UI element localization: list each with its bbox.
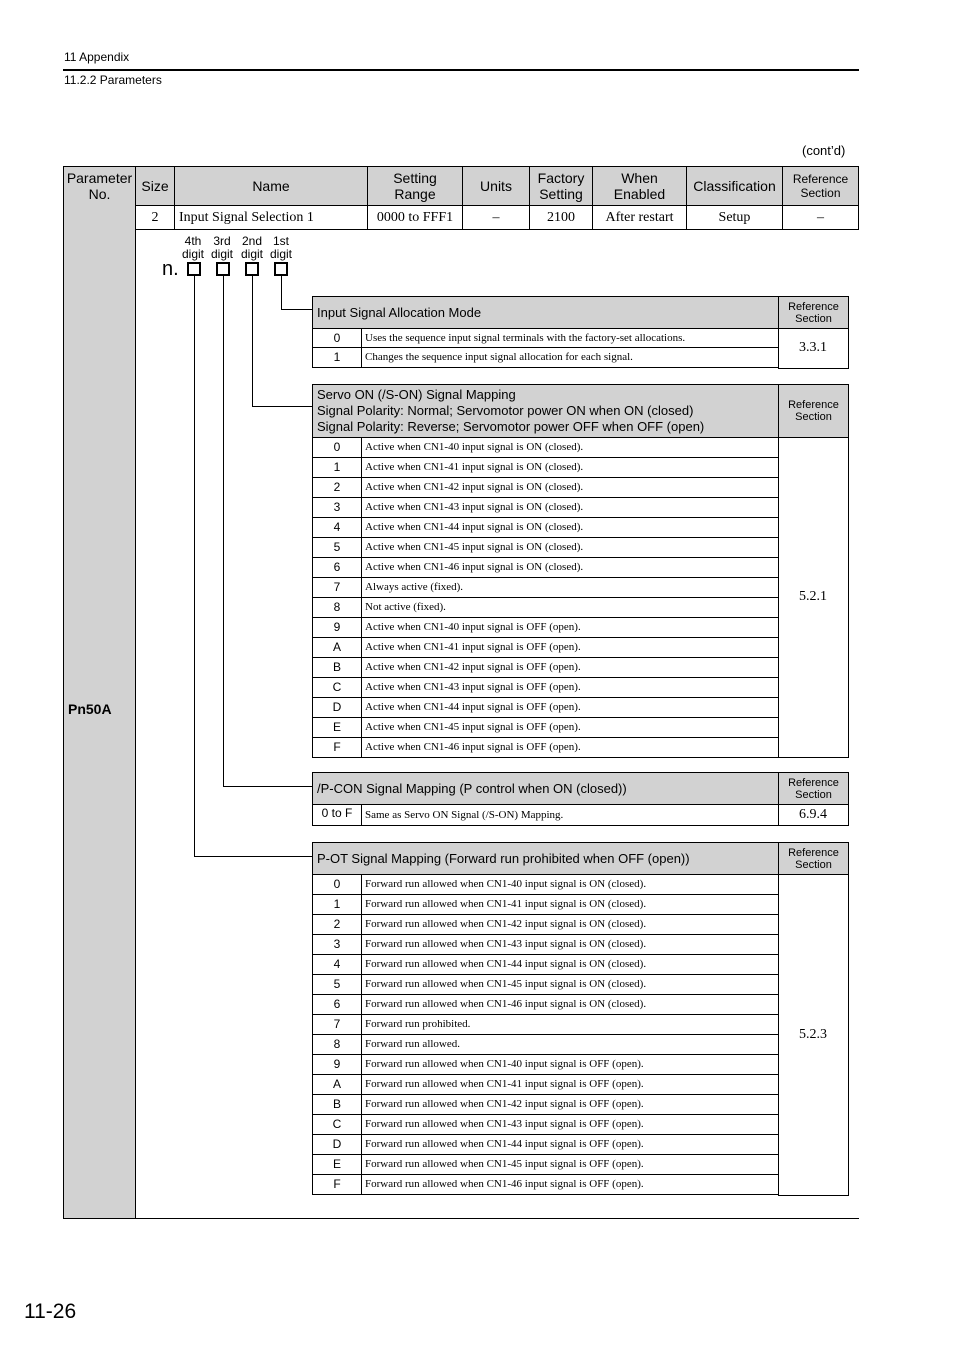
- subtable-pot-value: 9: [312, 1054, 362, 1075]
- col-header-size: Size: [135, 166, 175, 206]
- subtable-pot-desc: Forward run allowed when CN1-42 input signal is OFF (open).: [361, 1094, 779, 1115]
- subtable-servo-on-desc: Active when CN1-46 input signal is ON (closed).: [361, 557, 779, 578]
- subtable-servo-on-value: C: [312, 677, 362, 698]
- col-header-factory-setting-line1: Factory: [537, 170, 585, 186]
- subtable-pot-value: A: [312, 1074, 362, 1095]
- subtable-servo-on-value: B: [312, 657, 362, 678]
- subtable-servo-on-title-line3: Signal Polarity: Reverse; Servomotor power OFF when OFF (open): [317, 419, 705, 434]
- param-units: –: [462, 205, 530, 230]
- subtable-servo-on-ref-header: [778, 384, 849, 438]
- param-classification: Setup: [686, 205, 783, 230]
- subtable-servo-on-desc: Not active (fixed).: [361, 597, 779, 618]
- subtable-pot-value: B: [312, 1094, 362, 1115]
- subtable-servo-on-desc: Active when CN1-41 input signal is ON (closed).: [361, 457, 779, 478]
- section-title: 11.2.2 Parameters: [64, 73, 162, 87]
- subtable-pot-desc: Forward run allowed when CN1-40 input signal is OFF (open).: [361, 1054, 779, 1075]
- ref-header-line1: Reference: [788, 846, 839, 859]
- subtable-pot-value: 0: [312, 874, 362, 895]
- digit-label-4th-line2: digit: [181, 247, 204, 261]
- col-header-setting-range-line1: Setting: [393, 170, 437, 186]
- param-when-enabled: After restart: [592, 205, 687, 230]
- subtable-servo-on-desc: Active when CN1-45 input signal is ON (closed).: [361, 537, 779, 558]
- col-header-factory-setting: [529, 166, 593, 206]
- ref-header-line1: Reference: [788, 399, 839, 411]
- subtable-pcon-title-text: /P-CON Signal Mapping (P control when ON (closed)): [317, 780, 627, 796]
- subtable-pot-value: 8: [312, 1034, 362, 1055]
- subtable-servo-on-desc: Active when CN1-42 input signal is OFF (open).: [361, 657, 779, 678]
- subtable-servo-on-value: F: [312, 737, 362, 758]
- subtable-servo-on-ref: 5.2.1: [778, 437, 849, 758]
- header-rule: [63, 69, 859, 71]
- digit-label-1st: [267, 235, 295, 261]
- subtable-pot-value: F: [312, 1174, 362, 1195]
- continued-label: (cont’d): [802, 143, 846, 158]
- subtable-pot-value: 1: [312, 894, 362, 915]
- subtable-servo-on-value: 0: [312, 437, 362, 458]
- subtable-servo-on-desc: Active when CN1-46 input signal is OFF (open).: [361, 737, 779, 758]
- subtable-servo-on-title-line2: Signal Polarity: Normal; Servomotor power ON when ON (closed): [317, 403, 694, 418]
- subtable-pot-desc: Forward run allowed when CN1-46 input signal is OFF (open).: [361, 1174, 779, 1195]
- subtable-pot-ref-header: [778, 842, 849, 875]
- subtable-servo-on-title-line1: Servo ON (/S-ON) Signal Mapping: [317, 387, 516, 402]
- col-header-classification: Classification: [686, 166, 783, 206]
- col-header-param-no-line1: Parameter: [66, 170, 133, 186]
- subtable-pot-value: 7: [312, 1014, 362, 1035]
- digit-label-4th-line1: 4th: [184, 234, 202, 248]
- subtable-allocation-title: [312, 296, 779, 329]
- subtable-pot-desc: Forward run allowed when CN1-45 input signal is ON (closed).: [361, 974, 779, 995]
- ref-header-line2: Section: [795, 788, 832, 801]
- subtable-pot-desc: Forward run allowed when CN1-44 input signal is OFF (open).: [361, 1134, 779, 1155]
- col-header-reference-section-line1: Reference: [792, 172, 849, 186]
- ref-header-line1: Reference: [788, 776, 839, 789]
- subtable-servo-on-value: 9: [312, 617, 362, 638]
- col-header-param-no-line2: No.: [88, 186, 111, 202]
- digit-label-1st-line1: 1st: [272, 234, 289, 248]
- digit-box-3rd: [216, 262, 230, 276]
- subtable-pot-desc: Forward run allowed.: [361, 1034, 779, 1055]
- digit-prefix: n.: [162, 258, 179, 280]
- digit-label-3rd-line1: 3rd: [213, 234, 231, 248]
- subtable-pot-value: E: [312, 1154, 362, 1175]
- subtable-servo-on-desc: Active when CN1-42 input signal is ON (closed).: [361, 477, 779, 498]
- col-header-param-no: [63, 166, 136, 206]
- subtable-servo-on-value: D: [312, 697, 362, 718]
- subtable-servo-on-desc: Active when CN1-40 input signal is ON (closed).: [361, 437, 779, 458]
- subtable-allocation-ref-header: [778, 296, 849, 329]
- param-no-value: Pn50A: [68, 701, 112, 717]
- digit-label-2nd-line1: 2nd: [241, 234, 263, 248]
- subtable-pot-desc: Forward run allowed when CN1-45 input signal is OFF (open).: [361, 1154, 779, 1175]
- subtable-servo-on-value: 7: [312, 577, 362, 598]
- col-header-name: Name: [174, 166, 368, 206]
- col-header-when-enabled: [592, 166, 687, 206]
- subtable-pcon-title: [312, 772, 779, 805]
- subtable-allocation-title-text: Input Signal Allocation Mode: [317, 304, 482, 320]
- param-setting-range: 0000 to FFF1: [367, 205, 463, 230]
- subtable-pot-value: 2: [312, 914, 362, 935]
- subtable-allocation-ref: 3.3.1: [778, 328, 849, 369]
- subtable-servo-on-value: 5: [312, 537, 362, 558]
- subtable-servo-on-value: 4: [312, 517, 362, 538]
- subtable-pot-desc: Forward run allowed when CN1-41 input signal is ON (closed).: [361, 894, 779, 915]
- subtable-pot-value: 4: [312, 954, 362, 975]
- subtable-pot-desc: Forward run allowed when CN1-46 input signal is ON (closed).: [361, 994, 779, 1015]
- digit-label-2nd-line2: digit: [240, 247, 263, 261]
- subtable-servo-on-value: 1: [312, 457, 362, 478]
- subtable-pot-ref: 5.2.3: [778, 874, 849, 1196]
- col-header-units: Units: [462, 166, 530, 206]
- subtable-servo-on-desc: Always active (fixed).: [361, 577, 779, 598]
- digit-label-4th: [180, 235, 206, 261]
- subtable-pot-desc: Forward run allowed when CN1-43 input signal is OFF (open).: [361, 1114, 779, 1135]
- col-header-reference-section-line2: Section: [800, 186, 841, 200]
- subtable-servo-on-value: 8: [312, 597, 362, 618]
- connector-2nd-vertical: [252, 276, 253, 407]
- digit-box-1st: [274, 262, 288, 276]
- subtable-servo-on-title: [312, 384, 779, 438]
- digit-label-2nd: [238, 235, 266, 261]
- connector-4th-horizontal: [194, 856, 312, 857]
- subtable-pot-desc: Forward run allowed when CN1-42 input signal is ON (closed).: [361, 914, 779, 935]
- subtable-servo-on-desc: Active when CN1-43 input signal is OFF (open).: [361, 677, 779, 698]
- subtable-servo-on-desc: Active when CN1-44 input signal is ON (closed).: [361, 517, 779, 538]
- ref-header-line2: Section: [795, 312, 832, 325]
- digit-label-1st-line2: digit: [269, 247, 292, 261]
- digit-box-2nd: [245, 262, 259, 276]
- subtable-allocation-value: 1: [312, 347, 362, 368]
- subtable-pot-desc: Forward run prohibited.: [361, 1014, 779, 1035]
- subtable-pot-desc: Forward run allowed when CN1-40 input signal is ON (closed).: [361, 874, 779, 895]
- subtable-pot-title-text: P-OT Signal Mapping (Forward run prohibited when OFF (open)): [317, 850, 690, 866]
- subtable-pot-value: D: [312, 1134, 362, 1155]
- digit-box-4th: [187, 262, 201, 276]
- page-number: 11-26: [24, 1300, 77, 1323]
- subtable-pot-desc: Forward run allowed when CN1-44 input signal is ON (closed).: [361, 954, 779, 975]
- param-size: 2: [135, 205, 175, 230]
- digit-label-3rd-line2: digit: [210, 247, 233, 261]
- subtable-pot-title: [312, 842, 779, 875]
- subtable-pcon-ref-header: [778, 772, 849, 805]
- connector-3rd-horizontal: [223, 786, 312, 787]
- subtable-pot-desc: Forward run allowed when CN1-41 input signal is OFF (open).: [361, 1074, 779, 1095]
- chapter-title: 11 Appendix: [64, 50, 130, 64]
- col-header-setting-range-line2: Range: [394, 186, 436, 202]
- subtable-pot-value: 5: [312, 974, 362, 995]
- subtable-pcon-desc: Same as Servo ON Signal (/S-ON) Mapping.: [361, 804, 779, 826]
- subtable-servo-on-desc: Active when CN1-40 input signal is OFF (open).: [361, 617, 779, 638]
- subtable-servo-on-value: 2: [312, 477, 362, 498]
- param-factory-setting: 2100: [529, 205, 593, 230]
- subtable-allocation-desc: Uses the sequence input signal terminals with the factory-set allocations.: [361, 328, 779, 348]
- subtable-allocation-value: 0: [312, 328, 362, 348]
- param-reference-section: –: [782, 205, 859, 230]
- table-bottom-rule: [63, 1218, 859, 1219]
- param-name: Input Signal Selection 1: [174, 205, 368, 230]
- subtable-pot-desc: Forward run allowed when CN1-43 input signal is ON (closed).: [361, 934, 779, 955]
- ref-header-line2: Section: [795, 411, 832, 423]
- subtable-pot-value: C: [312, 1114, 362, 1135]
- connector-3rd-vertical: [223, 276, 224, 787]
- subtable-servo-on-desc: Active when CN1-43 input signal is ON (closed).: [361, 497, 779, 518]
- digit-label-3rd: [209, 235, 235, 261]
- subtable-allocation-desc: Changes the sequence input signal allocation for each signal.: [361, 347, 779, 368]
- connector-4th-vertical: [194, 276, 195, 857]
- ref-header-line2: Section: [795, 858, 832, 871]
- subtable-servo-on-desc: Active when CN1-41 input signal is OFF (open).: [361, 637, 779, 658]
- connector-1st-vertical: [281, 276, 282, 310]
- col-header-setting-range: [367, 166, 463, 206]
- connector-1st-horizontal: [281, 309, 312, 310]
- ref-header-line1: Reference: [788, 300, 839, 313]
- col-header-factory-setting-line2: Setting: [539, 186, 583, 202]
- col-header-when-enabled-line2: Enabled: [613, 186, 666, 202]
- col-header-when-enabled-line1: When: [621, 170, 658, 186]
- subtable-servo-on-value: E: [312, 717, 362, 738]
- subtable-servo-on-value: 6: [312, 557, 362, 578]
- subtable-pot-value: 6: [312, 994, 362, 1015]
- col-header-reference-section: [782, 166, 859, 206]
- subtable-pot-value: 3: [312, 934, 362, 955]
- subtable-servo-on-desc: Active when CN1-45 input signal is OFF (open).: [361, 717, 779, 738]
- subtable-servo-on-value: 3: [312, 497, 362, 518]
- subtable-pcon-value: 0 to F: [312, 804, 362, 826]
- subtable-servo-on-desc: Active when CN1-44 input signal is OFF (open).: [361, 697, 779, 718]
- connector-2nd-horizontal: [252, 406, 312, 407]
- subtable-servo-on-value: A: [312, 637, 362, 658]
- subtable-pcon-ref: 6.9.4: [778, 804, 849, 826]
